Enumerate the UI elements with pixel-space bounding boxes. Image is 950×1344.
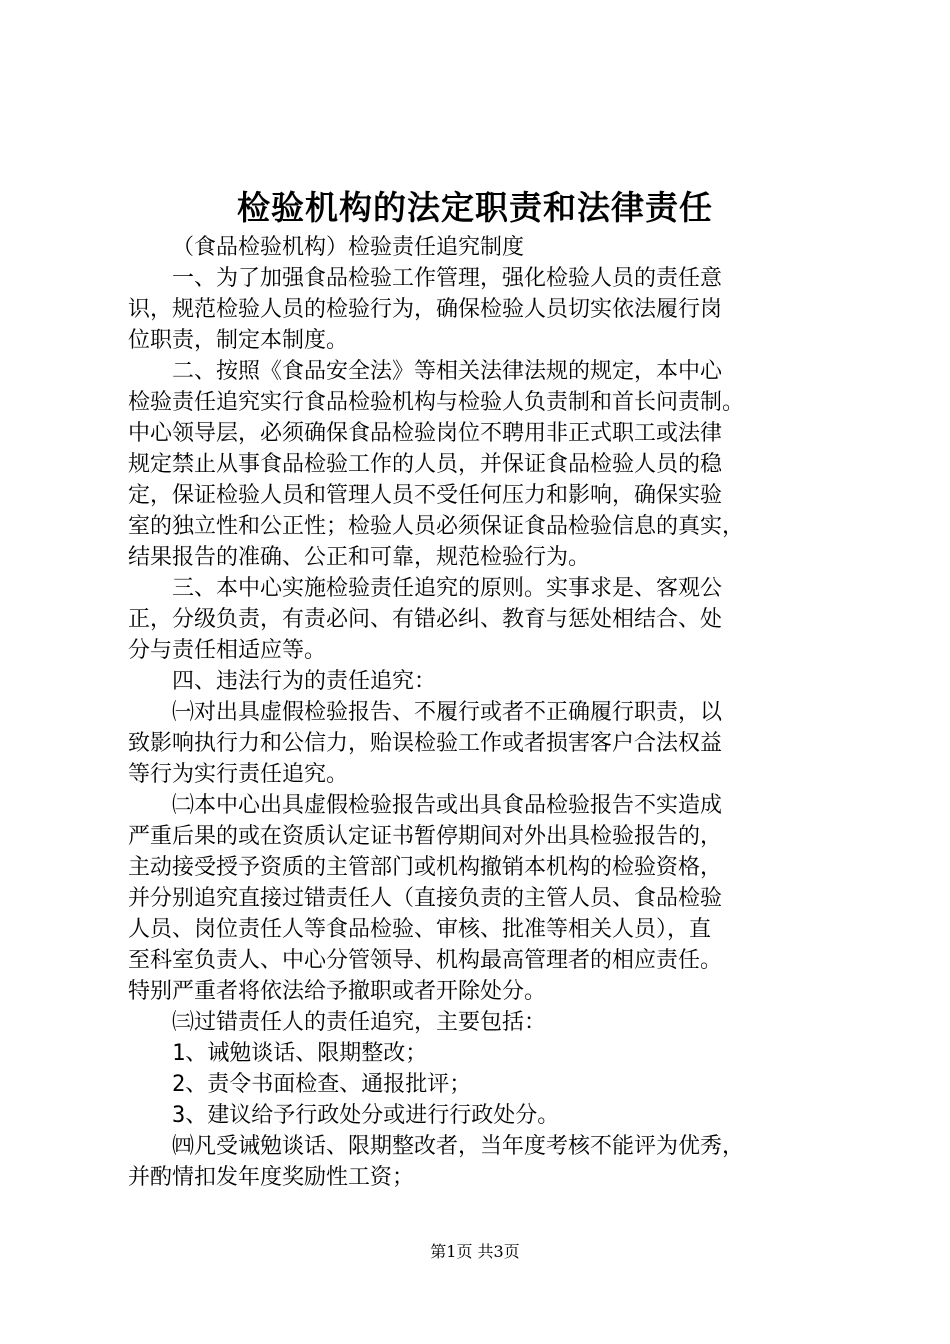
text-line: 并酌情扣发年度奖励性工资；	[128, 1165, 415, 1190]
text-line: 规定禁止从事食品检验工作的人员，并保证食品检验人员的稳	[128, 452, 723, 477]
text-line: 中心领导层，必须确保食品检验岗位不聘用非正式职工或法律	[128, 421, 723, 446]
text-line: 二、按照《食品安全法》等相关法律法规的规定，本中心	[172, 359, 723, 384]
text-line: 主动接受授予资质的主管部门或机构撤销本机构的检验资格，	[128, 855, 723, 880]
text-line: ㈣凡受诫勉谈话、限期整改者，当年度考核不能评为优秀，	[172, 1134, 745, 1159]
text-line: 人员、岗位责任人等食品检验、审核、批准等相关人员），直	[128, 917, 712, 942]
text-line: 结果报告的准确、公正和可靠，规范检验行为。	[128, 545, 591, 570]
text-line: （食品检验机构）检验责任追究制度	[172, 235, 525, 260]
text-line: 位职责，制定本制度。	[128, 328, 349, 353]
text-line: 3、建议给予行政处分或进行行政处分。	[172, 1103, 560, 1128]
text-line: 正，分级负责，有责必问、有错必纠、教育与惩处相结合、处	[128, 607, 723, 632]
text-line: 特别严重者将依法给予撤职或者开除处分。	[128, 979, 547, 1004]
text-line: 等行为实行责任追究。	[128, 762, 349, 787]
text-line: 检验责任追究实行食品检验机构与检验人负责制和首长问责制。	[128, 390, 745, 415]
text-line: 一、为了加强食品检验工作管理，强化检验人员的责任意	[172, 266, 723, 291]
text-line: ㈡本中心出具虚假检验报告或出具食品检验报告不实造成	[172, 793, 723, 818]
page-indicator: 第1页 共3页	[430, 1242, 520, 1261]
text-line: 分与责任相适应等。	[128, 638, 327, 663]
document-title: 检验机构的法定职责和法律责任	[237, 188, 713, 227]
text-line: 至科室负责人、中心分管领导、机构最高管理者的相应责任。	[128, 948, 723, 973]
text-line: 致影响执行力和公信力，贻误检验工作或者损害客户合法权益	[128, 731, 723, 756]
text-line: 三、本中心实施检验责任追究的原则。实事求是、客观公	[172, 576, 723, 601]
document-body	[128, 232, 832, 1193]
text-line: 2、责令书面检查、通报批评；	[172, 1072, 472, 1097]
text-line: 四、违法行为的责任追究：	[172, 669, 437, 694]
text-line: 室的独立性和公正性；检验人员必须保证食品检验信息的真实，	[128, 514, 745, 539]
text-line: ㈢过错责任人的责任追究，主要包括：	[172, 1010, 547, 1035]
text-line: 1、诫勉谈话、限期整改；	[172, 1041, 428, 1066]
text-line: 并分别追究直接过错责任人（直接负责的主管人员、食品检验	[128, 886, 723, 911]
text-line: ㈠对出具虚假检验报告、不履行或者不正确履行职责，以	[172, 700, 723, 725]
text-line: 识，规范检验人员的检验行为，确保检验人员切实依法履行岗	[128, 297, 723, 322]
text-line: 定，保证检验人员和管理人员不受任何压力和影响，确保实验	[128, 483, 723, 508]
text-line: 严重后果的或在资质认定证书暂停期间对外出具检验报告的，	[128, 824, 723, 849]
